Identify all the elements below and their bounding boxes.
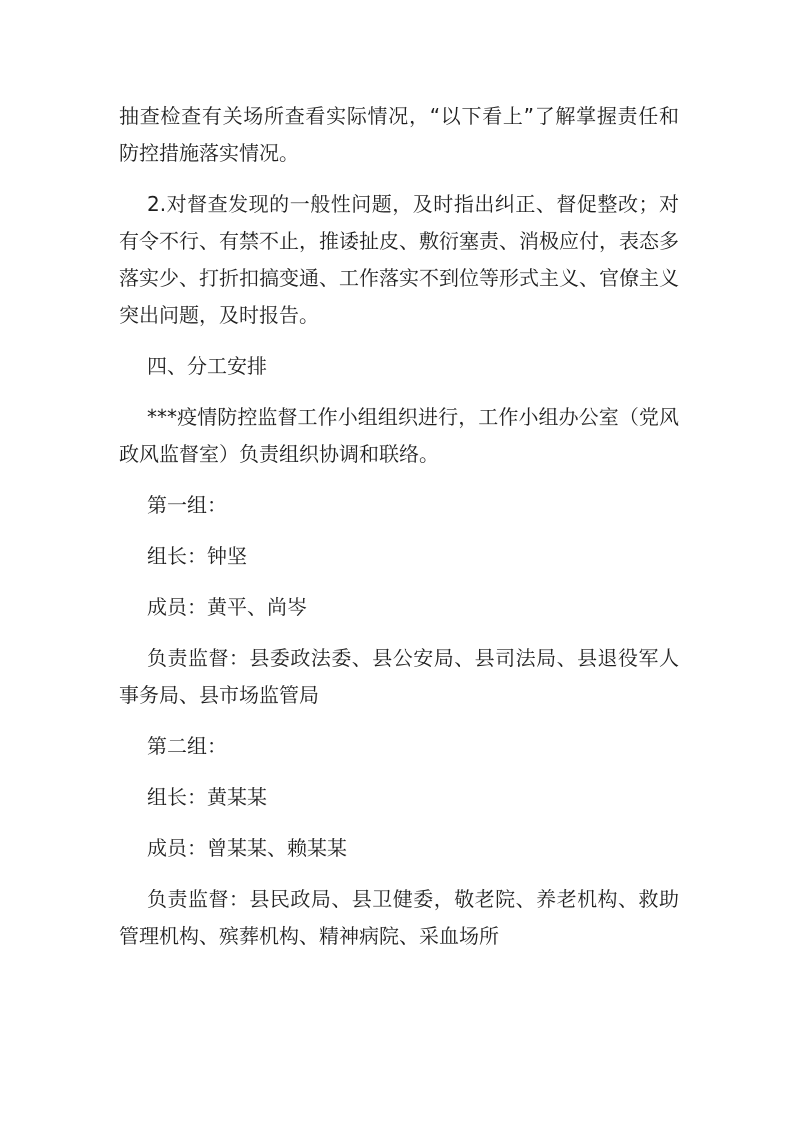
group-2-members: 成员：曾某某、赖某某 bbox=[147, 836, 347, 860]
group-2-title: 第二组： bbox=[147, 734, 227, 758]
paragraph-item-2: 2.对督查发现的一般性问题，及时指出纠正、督促整改；对有令不行、有禁不止，推诿扯皮、敷衍塞责、消极应付，表态多落实少、打折扣搞变通、工作落实不到位等形式主义、官僚主义突出问题，及时报告。 bbox=[119, 192, 679, 327]
paragraph-working-group: ***疫情防控监督工作小组组织进行，工作小组办公室（党风政风监督室）负责组织协调和联络。 bbox=[119, 405, 679, 466]
group-1-members: 成员：黄平、尚岑 bbox=[147, 595, 307, 619]
group-2-leader: 组长：黄某某 bbox=[147, 785, 267, 809]
group-2-supervision-scope: 负责监督：县民政局、县卫健委，敬老院、养老机构、救助管理机构、殡葬机构、精神病院、采血场所 bbox=[119, 887, 679, 948]
group-1-supervision-scope: 负责监督：县委政法委、县公安局、县司法局、县退役军人事务局、县市场监管局 bbox=[119, 646, 679, 707]
group-1-leader: 组长：钟坚 bbox=[147, 544, 247, 568]
group-1-title: 第一组： bbox=[147, 493, 227, 517]
document-body bbox=[119, 98, 679, 969]
paragraph-inspection-detail: 抽查检查有关场所查看实际情况，“以下看上”了解掌握责任和防控措施落实情况。 bbox=[119, 104, 679, 165]
section-heading-division-of-work: 四、分工安排 bbox=[147, 354, 267, 378]
